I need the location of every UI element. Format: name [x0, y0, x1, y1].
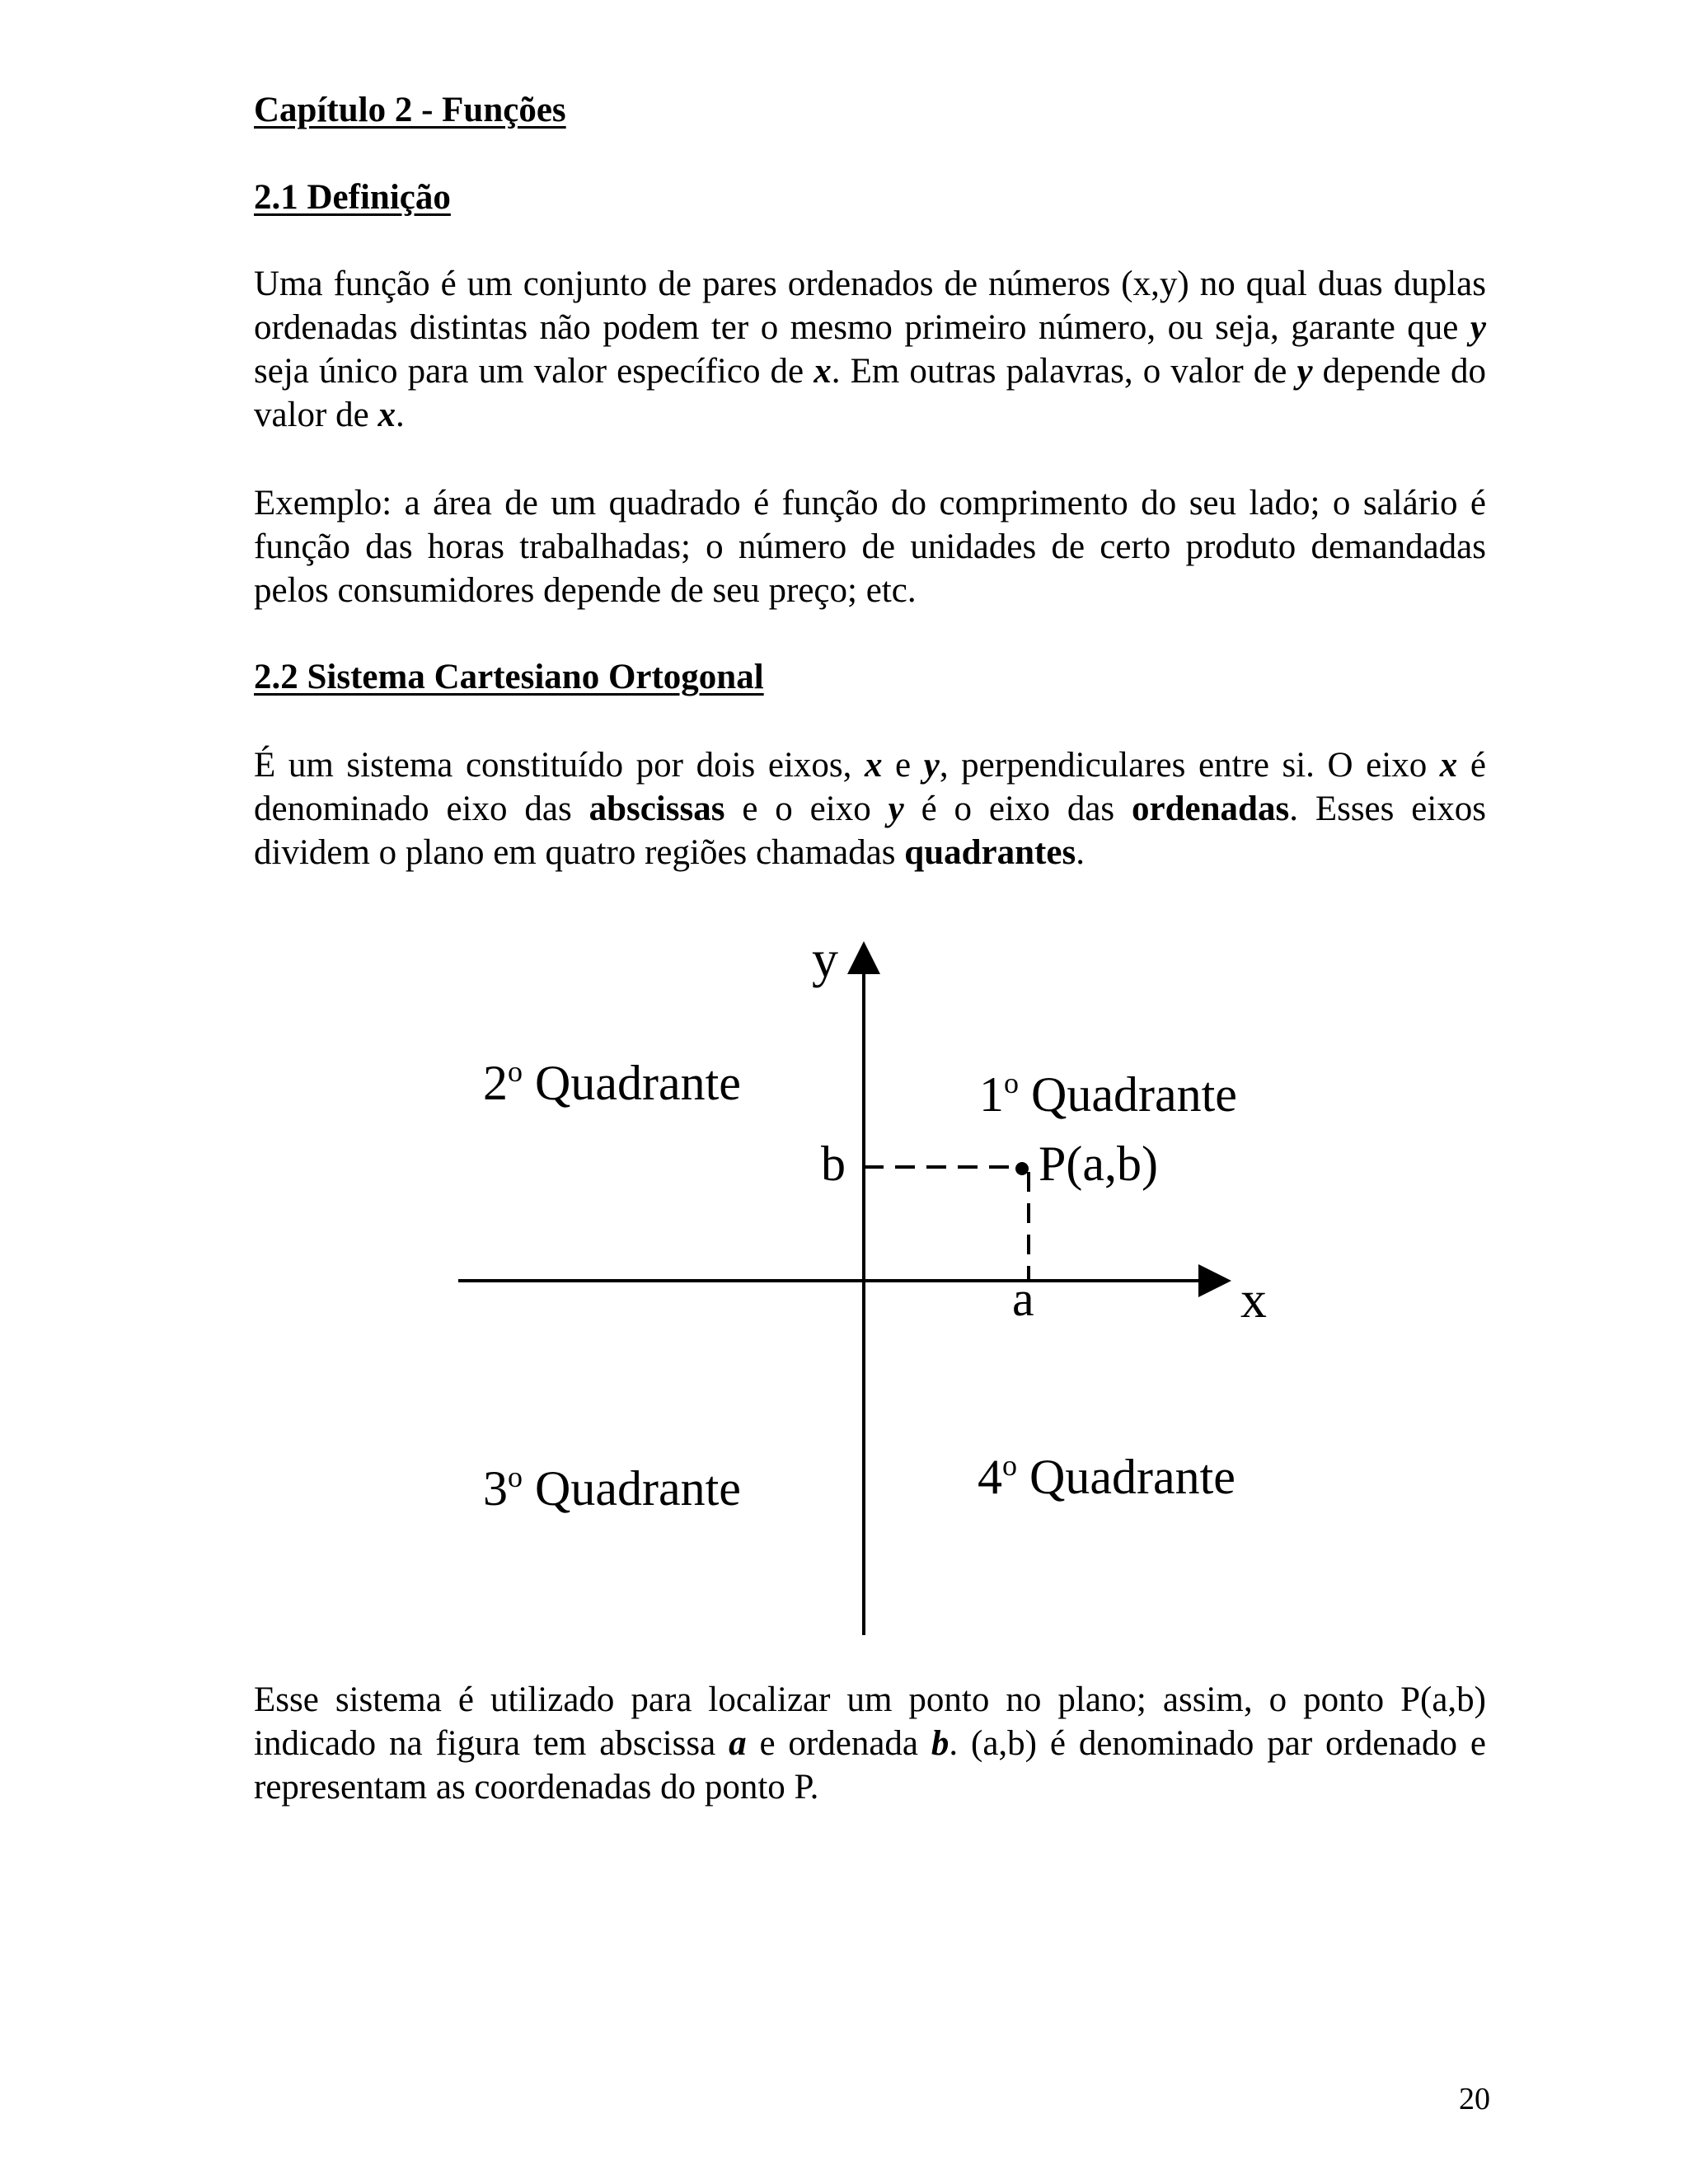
a-label: a — [1012, 1272, 1034, 1326]
chapter-title: Capítulo 2 - Funções — [254, 91, 566, 129]
point-p-label: P(a,b) — [1039, 1137, 1158, 1191]
point-explanation-paragraph: Esse sistema é utilizado para localizar um ponto no plano; assim, o ponto P(a,b) indicado na figura tem abscissa a e ordenada b. (a,b) é denominado par ordenado e representam as coordenadas do ponto P. — [254, 1680, 1486, 1807]
example-paragraph: Exemplo: a área de um quadrado é função do comprimento do seu lado; o salário é função das horas trabalhadas; o número de unidades de certo produto demandadas pelos consumidores depende de seu preço; etc. — [254, 484, 1486, 610]
b-label: b — [821, 1137, 846, 1191]
page-number: 20 — [1459, 2082, 1490, 2116]
x-axis-label: x — [1240, 1270, 1267, 1329]
quadrant-3-label: 3$^o$ Quadrante — [483, 1460, 741, 1516]
section-2-1-heading: 2.1 Definição — [254, 178, 451, 217]
point-p — [1015, 1162, 1029, 1175]
quadrant-4-label: 4$^o$ Quadrante — [978, 1449, 1236, 1504]
definition-paragraph: Uma função é um conjunto de pares ordenados de números (x,y) no qual duas duplas ordenadas distintas não podem ter o mesmo primeiro número, ou seja, garante que y seja único para um valor específico de x. Em outras palavras, o valor de y depende do valor de x. — [254, 265, 1487, 434]
quadrant-1-label: 1$^o$ Quadrante — [979, 1066, 1237, 1122]
cartesian-intro-paragraph: É um sistema constituído por dois eixos, x e y, perpendiculares entre si. O eixo x é denominado eixo das abscissas e o eixo y é o eixo das ordenadas. Esses eixos dividem o plano em quatro regiões chamadas quadrantes. — [254, 746, 1487, 872]
quadrant-2-label: 2$^o$ Quadrante — [483, 1055, 741, 1110]
section-2-2-heading: 2.2 Sistema Cartesiano Ortogonal — [254, 658, 764, 696]
y-axis-label: y — [812, 930, 838, 988]
